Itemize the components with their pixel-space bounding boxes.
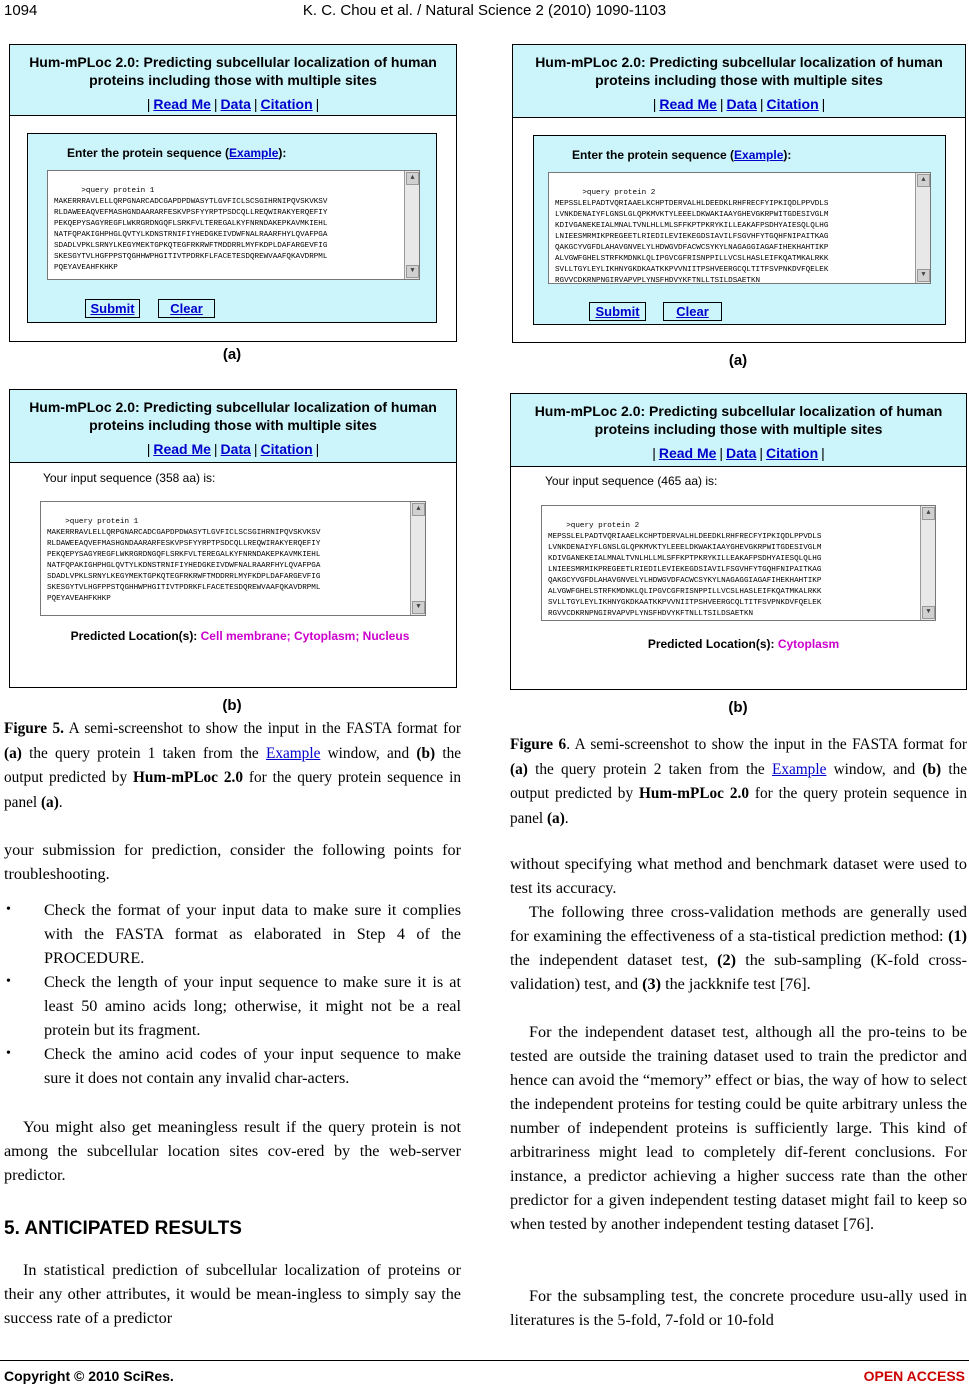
- fig6-label-b: (b): [728, 699, 748, 716]
- sequence-display[interactable]: >query protein 2 MEPSSLELPADTVQRIAAELKCHPTDERVALHLDEEDKLRHFRECFYIPKIQDLPPVDLS LVNKDENAIYFLGNSLGLQPKMVKTYLEEELDKWAKIAAYGHEVGKRPWITGDESIVGLM KDIVGANEKEIALMNALTVNLHLLMLSFFKPTPKRYKILLEAKAFPSDHYAIESQLQLHG LNIEESMRMIKPREGEETLRIEDILEVIEKEGDSIAVILFSGVHFYTGQHFNIPAITKAG QAKGCYVGFDLAHAVGNVELYLHDWGVDFACWCSYKYLNAGAGGIAGAFIHEKHAHTIKP ALVGWFGHELSTRFKMDNKLQLIPGVCGFRISNPPILLVCSLHASLEIFKQATMKALRKK SVLLTGYLEYLIKHNYGKDKAATKKPVVNIITPSHVEERGCQLTITFSVPNKDVFQELEK RGVVCDKRNPNGIRVAPVPLYNSFHDVYKFTNLLTSILDSAETKN ▲ ▼: [541, 505, 936, 621]
- scroll-up-icon[interactable]: ▲: [922, 507, 935, 520]
- nav-links: | Read Me | Data | Citation |: [146, 96, 320, 112]
- citation-link[interactable]: Citation: [260, 96, 313, 112]
- scrollbar[interactable]: [404, 171, 419, 279]
- scrollbar[interactable]: [410, 502, 425, 615]
- enter-sequence-label: Enter the protein sequence (Example):: [67, 146, 287, 160]
- clear-button[interactable]: Clear: [663, 302, 722, 321]
- app-header: [511, 394, 966, 467]
- list-item: • Check the amino acid codes of your input sequence to make sure it does not contain any invalid char-acters.: [6, 1045, 461, 1087]
- nav-links: | Read Me | Data | Citation |: [146, 441, 320, 457]
- submit-button[interactable]: Submit: [589, 302, 646, 321]
- app-title: Hum-mPLoc 2.0: Predicting subcellular localization of human proteins including those with multiple sites: [534, 403, 943, 437]
- fig6-panel-a: [512, 44, 966, 343]
- predicted-location: Predicted Location(s): Cell membrane; Cytoplasm; Nucleus: [70, 629, 410, 643]
- app-header: [10, 390, 456, 463]
- scroll-down-icon[interactable]: ▼: [917, 269, 930, 282]
- input-length-label: Your input sequence (358 aa) is:: [43, 471, 216, 485]
- paragraph: your submission for prediction, consider the following points for troubleshooting.: [4, 841, 461, 883]
- enter-sequence-label: Enter the protein sequence (Example):: [572, 148, 792, 162]
- submit-button[interactable]: Submit: [85, 299, 140, 318]
- fig5-panel-b: [9, 389, 457, 688]
- paragraph: For the independent dataset test, although all the pro-teins to be tested are outside the training dataset used to train the predictor and hence can avoid the “memory” effect or bias, the way of how to select the independent proteins for testing could be quite arbitrary unless the number of independent proteins is sufficiently large. This kind of arbitrariness might lead to completely dif-ferent conclusions. For instance, a predictor achieving a higher success rate than the other predictor for a given independent testing dataset might fail to keep so when tested by another independent testing dataset [76].: [510, 1023, 967, 1233]
- app-header: [513, 45, 965, 118]
- citation-link[interactable]: Citation: [766, 445, 819, 461]
- running-title: K. C. Chou et al. / Natural Science 2 (2010) 1090-1103: [302, 2, 667, 19]
- paragraph: You might also get meaningless result if the query protein is not among the subcellular location sites cov-ered by the web-server predictor.: [4, 1118, 461, 1184]
- page-number: 1094: [4, 2, 38, 19]
- list-item: • Check the format of your input data to make sure it complies with the FASTA format as elaborated in Step 4 of the PROCEDURE.: [6, 901, 461, 967]
- fig6-label-a: (a): [728, 352, 748, 369]
- read-me-link[interactable]: Read Me: [153, 441, 211, 457]
- paragraph: For the subsampling test, the concrete procedure usu-ally used in literatures is the 5-fold, 7-fold or 10-fold: [510, 1287, 967, 1329]
- data-link[interactable]: Data: [220, 441, 251, 457]
- scroll-up-icon[interactable]: ▲: [406, 172, 419, 185]
- nav-links: | Read Me | Data | Citation |: [652, 445, 825, 461]
- nav-links: | Read Me | Data | Citation |: [652, 96, 826, 112]
- paragraph: The following three cross-validation methods are generally used for examining the effectiveness of a sta-tistical prediction method: (1) the independent dataset test, (2) the sub-sampling (K-fold cross-validation) test, and (3) the jackknife test [76].: [510, 903, 967, 993]
- page-header: [0, 0, 969, 22]
- read-me-link[interactable]: Read Me: [659, 96, 717, 112]
- figure6-caption: Figure 6. A semi-screenshot to show the input in the FASTA format for (a) the query protein 2 taken from the Example window, and (b) the output predicted by Hum-mPLoc 2.0 for the query protein sequence in panel (a).: [510, 736, 968, 827]
- fig6-panel-b: [510, 393, 967, 690]
- scroll-up-icon[interactable]: ▲: [412, 503, 425, 516]
- sequence-textarea[interactable]: >query protein 1 MAKERRRAVLELLQRPGNARCADCGAPDPDWASYTLGVFICLSCSGIHRNIPQVSKVKSV RLDAWEEAQVEFMASHGNDAARARFESKVPSFYYRPTPSDCQLLREQWIRAKYERQEFIY PEKQEPYSAGYREGFLWKRGRDNGQFLSRKFVLTEREGALKYFNRNDAKEPKAVMKIEHL NATFQPAKIGHPHGLQVTYLKDNSTRNIFIYHEDGKEIVDWFNALRAARFHYLQVAFPGA SDADLVPKLSRNYLKEGYMEKTGPKQTEGFRKRWFTMDDRRLMYFKDPLDAFARGEVFIG SKESGYTVLHGFPPSTQGHHWPHGITIVTPDRKFLFACETESDQREWVAAFQKAVDRPML PQEYAVEAHFKHKP ▲ ▼: [47, 170, 420, 280]
- sequence-display[interactable]: >query protein 1 MAKERRRAVLELLQRPGNARCADCGAPDPDWASYTLGVFICLSCSGIHRNIPQVSKVKSV RLDAWEEAQVEFMASHGNDAARARFESKVPSFYYRPTPSDCQLLREQWIRAKYERQEFIY PEKQEPYSAGYREGFLWKRGRDNGQFLSRKFVLTEREGALKYFNRNDAKEPKAVMKIEHL NATFQPAKIGHPHGLQVTYLKDNSTRNIFIYHEDGKEIVDWFNALRAARFHYLQVAFPGA SDADLVPKLSRNYLKEGYMEKTGPKQTEGFRKRWFTMDDRRLMYFKDPLDAFARGEVFIG SKESGYTVLHGFPPSTQGHHWPHGITIVTPDRKFLFACETESDQREWVAAFQKAVDRPML PQEYAVEAHFKHKP ▲ ▼: [40, 501, 426, 616]
- troubleshooting-list: [4, 898, 461, 1090]
- predicted-location: Predicted Location(s): Cytoplasm: [647, 637, 840, 651]
- paragraph: without specifying what method and benchmark dataset were used to test its accuracy.: [510, 855, 967, 897]
- read-me-link[interactable]: Read Me: [658, 445, 717, 461]
- citation-link[interactable]: Citation: [766, 96, 819, 112]
- data-link[interactable]: Data: [726, 445, 757, 461]
- data-link[interactable]: Data: [726, 96, 757, 112]
- sequence-form: [533, 135, 946, 325]
- scroll-down-icon[interactable]: ▼: [922, 606, 935, 619]
- fig5-label-b: (b): [222, 697, 242, 714]
- scroll-up-icon[interactable]: ▲: [917, 174, 930, 187]
- caption-example-link[interactable]: Example: [771, 760, 827, 778]
- input-length-label: Your input sequence (465 aa) is:: [545, 474, 718, 488]
- app-header: [10, 45, 456, 116]
- sequence-textarea[interactable]: >query protein 2 MEPSSLELPADTVQRIAAELKCHPTDERVALHLDEEDKLRHFRECFYIPKIQDLPPVDLS LVNKDENAIYFLGNSLGLQPKMVKTYLEEELDKWAKIAAYGHEVGKRPWITGDESIVGLM KDIVGANEKEIALMNALTVNLHLLMLSFFKPTPKRYKILLEAKAFPSDHYAIESQLQLHG LNIEESMRMIKPREGEETLRIEDILEVIEKEGDSIAVILFSGVHFYTGQHFNIPAITKAG QAKGCYVGFDLAHAVGNVELYLHDWGVDFACWCSYKYLNAGAGGIAGAFIHEKHAHTIKP ALVGWFGHELSTRFKMDNKLQLIPGVCGFRISNPPILLVCSLHASLEIFKQATMKALRKK SVLLTGYLEYLIKHNYGKDKAATKKPVVNIITPSHVEERGCQLTITFSVPNKDVFQELEK RGVVCDKRNPNGIRVAPVPLYNSFHDVYKFTNLLTSILDSAETKN ▲ ▼: [548, 172, 931, 284]
- scroll-down-icon[interactable]: ▼: [406, 265, 419, 278]
- copyright: Copyright © 2010 SciRes.: [4, 1368, 174, 1384]
- open-access-badge: OPEN ACCESS: [863, 1368, 965, 1384]
- app-title: Hum-mPLoc 2.0: Predicting subcellular localization of human proteins including those with multiple sites: [535, 54, 943, 88]
- footer-rule: [0, 1360, 969, 1361]
- citation-link[interactable]: Citation: [260, 441, 313, 457]
- predicted-location-value: Cell membrane; Cytoplasm; Nucleus: [200, 629, 410, 643]
- caption-example-link[interactable]: Example: [265, 744, 321, 762]
- app-title: Hum-mPLoc 2.0: Predicting subcellular localization of human proteins including those with multiple sites: [29, 54, 437, 88]
- clear-button[interactable]: Clear: [158, 299, 215, 318]
- example-link[interactable]: Example: [229, 146, 279, 160]
- scrollbar[interactable]: [920, 506, 935, 620]
- list-item: • Check the length of your input sequence to make sure it is at least 50 amino acids long; otherwise, it might not be a real protein but its fragment.: [6, 973, 461, 1039]
- predicted-location-value: Cytoplasm: [777, 637, 840, 651]
- fig5-label-a: (a): [222, 346, 242, 363]
- app-title: Hum-mPLoc 2.0: Predicting subcellular localization of human proteins including those with multiple sites: [29, 399, 437, 433]
- fig5-panel-a: [9, 44, 457, 342]
- sequence-form: [27, 133, 437, 323]
- data-link[interactable]: Data: [220, 96, 251, 112]
- example-link[interactable]: Example: [734, 148, 784, 162]
- section-title: 5. ANTICIPATED RESULTS: [4, 1218, 242, 1239]
- scrollbar[interactable]: [915, 173, 930, 283]
- figure5-caption: Figure 5. A semi-screenshot to show the input in the FASTA format for (a) the query protein 1 taken from the Example window, and (b) the output predicted by Hum-mPLoc 2.0 for the query protein sequence in panel (a).: [4, 720, 462, 811]
- read-me-link[interactable]: Read Me: [153, 96, 211, 112]
- scroll-down-icon[interactable]: ▼: [412, 601, 425, 614]
- paragraph: In statistical prediction of subcellular localization of proteins or their any other attributes, it would be mean-ingless to simply say the success rate of a predictor: [4, 1261, 461, 1327]
